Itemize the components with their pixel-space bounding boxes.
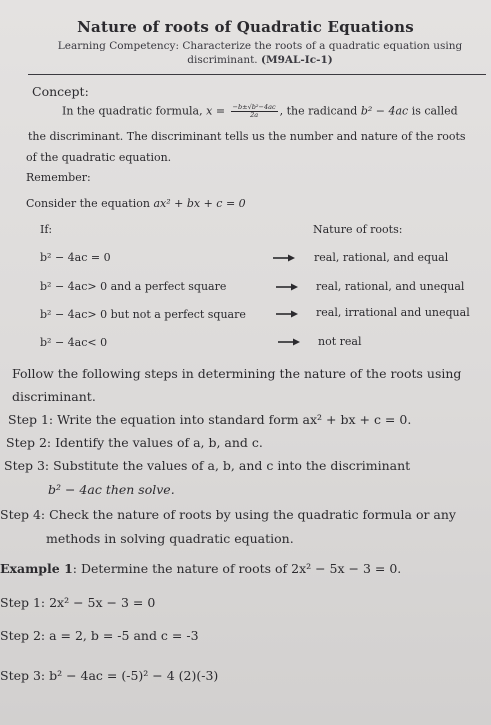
concept-line2: the discriminant. The discriminant tells us the number and nature of the roots [28, 130, 466, 143]
formula-lhs: x = [206, 104, 226, 118]
steps-intro-line2: discriminant. [12, 389, 96, 404]
competency-prefix: discriminant. [187, 54, 258, 66]
right-arrow-icon [278, 337, 300, 347]
concept-intro-end: is called [411, 104, 458, 118]
step-3-line2: b² − 4ac then solve. [48, 482, 175, 497]
competency-code: (M9AL-Ic-1) [261, 54, 333, 66]
example-step-2: Step 2: a = 2, b = -5 and c = -3 [0, 628, 199, 643]
concept-intro-prefix: In the quadratic formula, [62, 104, 203, 118]
step-2: Step 2: Identify the values of a, b, and c. [6, 435, 263, 450]
concept-intro-line [62, 104, 458, 119]
learning-competency-line1: Learning Competency: Characterize the roots of a quadratic equation using [57, 40, 463, 52]
page-title: Nature of roots of Quadratic Equations [77, 18, 414, 36]
consider-prefix: Consider the equation [26, 197, 150, 210]
radicand: b² − 4ac [360, 104, 409, 118]
example-step-1: Step 1: 2x² − 5x − 3 = 0 [0, 595, 156, 610]
remember-heading: Remember: [26, 171, 91, 184]
nature-row-2: real, rational, and unequal [316, 280, 465, 293]
formula-numerator: −b±√b²−4ac [232, 103, 276, 111]
step-1: Step 1: Write the equation into standard form ax² + bx + c = 0. [8, 412, 412, 427]
right-arrow-icon [276, 282, 298, 292]
learning-competency-line2 [40, 54, 480, 66]
condition-row-3: b² − 4ac> 0 but not a perfect square [40, 308, 246, 321]
concept-heading: Concept: [32, 84, 89, 99]
if-label: If: [40, 223, 53, 236]
step-4-line1: Step 4: Check the nature of roots by using the quadratic formula or any [0, 507, 456, 522]
condition-row-1: b² − 4ac = 0 [40, 251, 111, 264]
concept-intro-suffix: , the radicand [279, 104, 358, 118]
consider-line [26, 197, 246, 210]
example-1 [0, 561, 401, 576]
step-4-line2: methods in solving quadratic equation. [46, 531, 294, 546]
nature-row-1: real, rational, and equal [314, 251, 449, 264]
nature-row-4: not real [318, 335, 362, 348]
example-step-3: Step 3: b² − 4ac = (-5)² − 4 (2)(-3) [0, 668, 219, 683]
condition-row-2: b² − 4ac> 0 and a perfect square [40, 280, 227, 293]
quadratic-formula-fraction [231, 104, 278, 119]
concept-line3: of the quadratic equation. [26, 151, 172, 164]
step-3-line1: Step 3: Substitute the values of a, b, and c into the discriminant [4, 458, 411, 473]
example-label: Example 1 [0, 561, 73, 576]
formula-denominator: 2a [250, 111, 259, 119]
right-arrow-icon [273, 253, 295, 263]
nature-label: Nature of roots: [313, 223, 403, 236]
nature-row-3: real, irrational and unequal [316, 306, 470, 319]
steps-intro-line1: Follow the following steps in determining the nature of the roots using [12, 366, 462, 381]
condition-row-4: b² − 4ac< 0 [40, 336, 108, 349]
standard-equation: ax² + bx + c = 0 [153, 197, 246, 210]
header-divider [28, 74, 486, 75]
example-text: : Determine the nature of roots of 2x² − 5x − 3 = 0. [72, 561, 402, 576]
right-arrow-icon [276, 309, 298, 319]
